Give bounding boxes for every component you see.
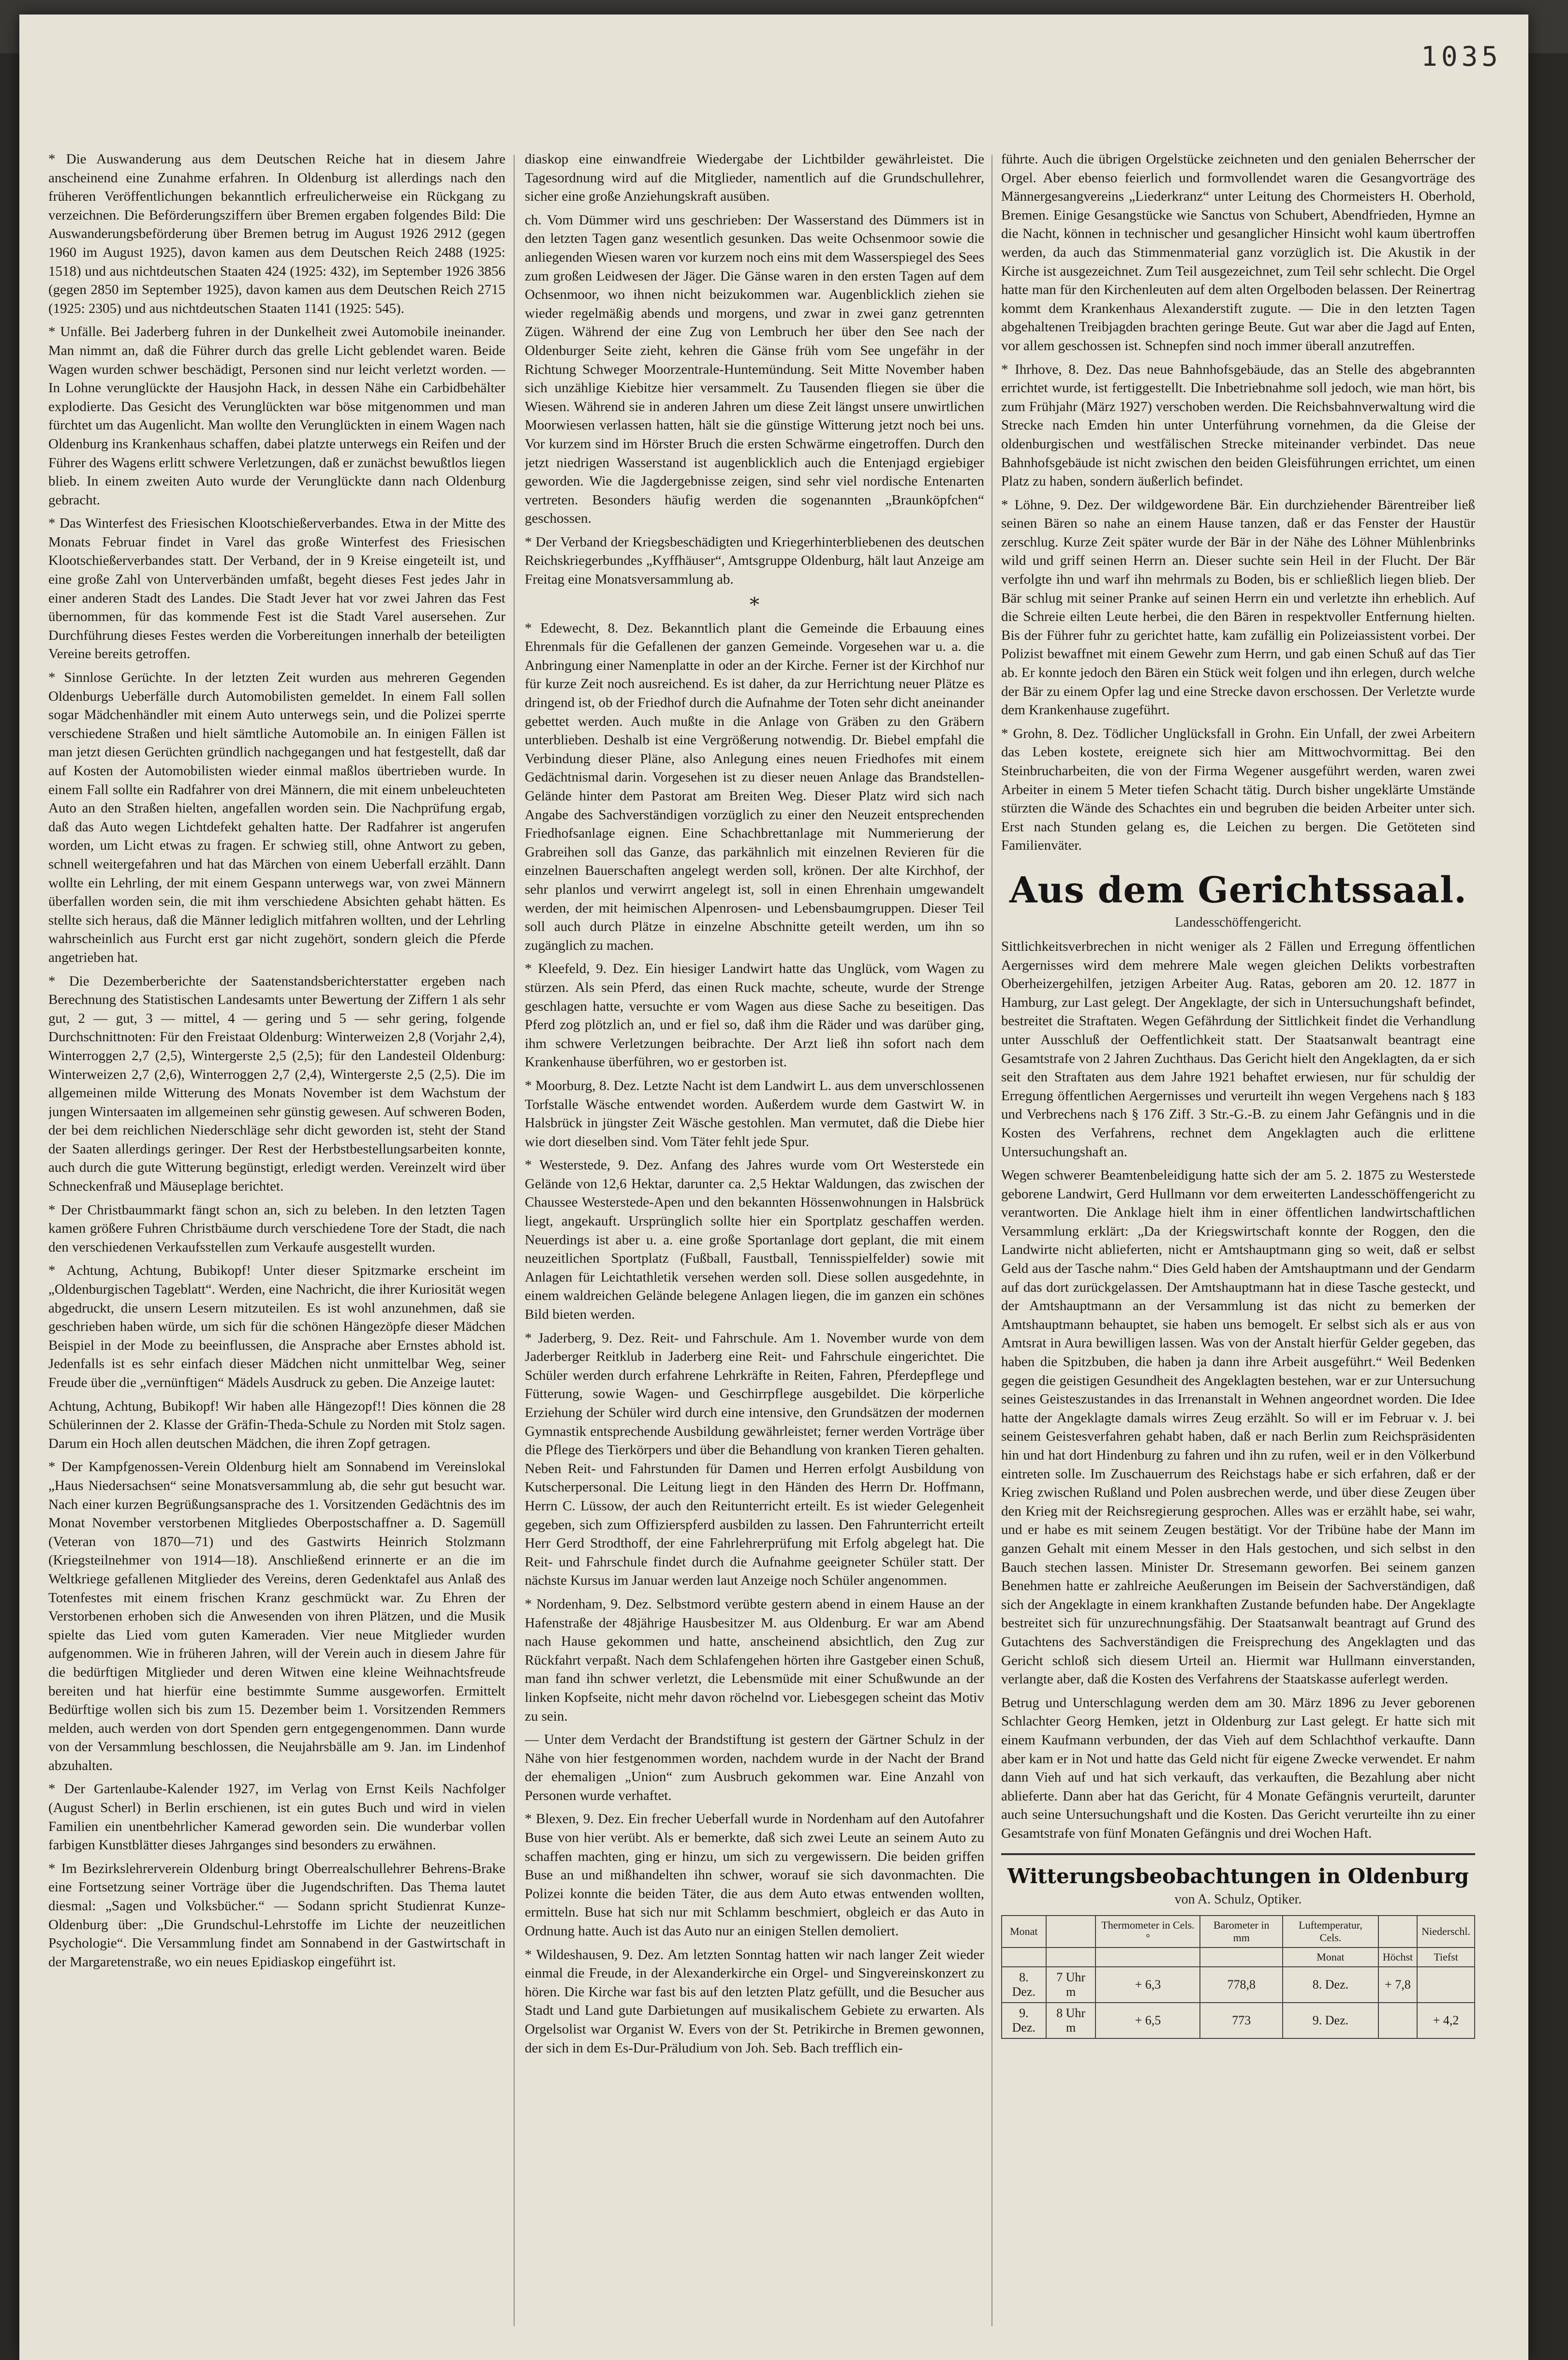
table-cell: + 7,8 (1378, 1967, 1417, 2003)
weather-header (1046, 1916, 1096, 1947)
court-report: Betrug und Unterschlagung werden dem am 30. März 1896 zu Jever geborenen Schlachter Georg Hemken, jetzt in Oldenburg zur Last gelegt. Er hatte sich mit einem Kaufmann verbunden, der das Vieh auf dem Schlachthof verkaufte. Dann aber kam er in Not und hatte das Geld nicht für eigene Zwecke verwendet. Er nahm dann Vieh auf und hat sich verkauft, das verkauften, die Bezahlung aber nicht ablieferte. Dann aber hat das Gericht, für 4 Monate Gefängnis verurteilt, darunter auch seine Untersuchungshaft und die Kosten. Das Gericht verurteilte ihn zu einer Gesamtstrafe von fünf Monaten Gefängnis und drei Wochen Haft. (1001, 1695, 1475, 1841)
table-row (1002, 1967, 1475, 2003)
weather-subheader (1046, 1947, 1096, 1967)
article: * Wildeshausen, 9. Dez. Am letzten Sonntag hatten wir nach langer Zeit wieder einmal die Freude, in der Alexanderkirche ein Orgel- und Singvereinskonzert zu hören. Die Kirche war fast bis auf den letzten Platz gefüllt, und die Besucher aus Stadt und Land gute Darbietungen auf musikalischem Gebiete zu erwarten. Als Orgelsolist war Organist W. Evers von der St. Petrikirche in Bremen gewonnen, der sich in dem Es-Dur-Präludium von Joh. Seb. Bach trefflich ein- (525, 1947, 984, 2056)
article: * Grohn, 8. Dez. Tödlicher Unglücksfall in Grohn. Ein Unfall, der zwei Arbeitern das Leben kostete, ereignete sich hier am Mittwochvormittag. Bei den Steinbrucharbeiten, die von der Firma Wegener ausgeführt werden, waren zwei Arbeiter in einem 5 Meter tiefen Schacht tätig. Durch bisher ungeklärte Umstände stürzten die Wände des Schachtes ein und begruben die beiden Arbeiter unter sich. Erst nach Stunden gelang es, die Leichen zu bergen. Die Getöteten sind Familienväter. (1001, 725, 1475, 854)
weather-table (1001, 1915, 1475, 2039)
article: * Westerstede, 9. Dez. Anfang des Jahres wurde vom Ort Westerstede ein Gelände von 12,6 Hektar, darunter ca. 2,5 Hektar Waldungen, das zwischen der Chaussee Westerstede-Apen und den bekannten Hössenwohnungen in Halsbrück liegt, angekauft. Ursprünglich sollte hier ein Sportplatz geschaffen werden. Neuerdings ist aber u. a. eine große Sportanlage dort geplant, die mit einem neuzeitlichen Sportplatz (Fußball, Faustball, Tennisspielfelder) sowie mit Anlagen für Leichtathletik versehen werden soll. Diese sollen ausgedehnte, in einem waldreichen Gelände belegene Anlagen liegen, die im ganzen ein schönes Bild bieten werden. (525, 1157, 984, 1323)
weather-header: Barometer in mm (1200, 1916, 1283, 1947)
article: * Der Gartenlaube-Kalender 1927, im Verlag von Ernst Keils Nachfolger (August Scherl) in Berlin erschienen, ist ein gutes Buch und wird in vielen Familien ein unentbehrlicher Kamerad geworden sein. Die wunderbar vollen farbigen Kunstblätter dieses Jahrganges sind besonders zu erwähnen. (48, 1781, 505, 1853)
article: * Löhne, 9. Dez. Der wildgewordene Bär. Ein durchziehender Bärentreiber ließ seinen Bären so nahe an einem Hause tanzen, daß er das Fenster der Haustür zerschlug. Kurze Zeit später wurde der Bär in der Nähe des Löhner Mühlenbrinks wild und griff seinen Herrn an. Dieser suchte sein Heil in der Flucht. Der Bär verfolgte ihn und warf ihn mehrmals zu Boden, bis er schließlich liegen blieb. Der Bär schlug mit seiner Pranke auf seinen Herrn ein und verletzte ihn erheblich. Auf die Schreie eilten Leute herbei, die den Bären in respektvoller Entfernung hielten. Bis der Führer fuhr zu gerichtet hatte, kam zufällig ein Polizeiassistent vorbei. Der Polizist bewaffnet mit einem Gewehr zum Herrn, und gab einen Schuß auf das Tier ab. Er konnte jedoch den Bären ein Stück weit folgen und ihn erlegen, durch welche der Bär zu einem Opfer lag und eine Strecke davon erschossen. Der Verletzte wurde dem Krankenhause zugeführt. (1001, 497, 1475, 718)
article: * Der Kampfgenossen-Verein Oldenburg hielt am Sonnabend im Vereinslokal „Haus Niedersachsen“ seine Monatsversammlung ab, die sehr gut besucht war. Nach einer kurzen Begrüßungsansprache des 1. Vorsitzenden Gedächtnis des im Monat November verstorbenen Mitgliedes Oberpostschaffner a. D. Sagemüll (Veteran von 1870—71) und des Gastwirts Heinrich Stolzmann (Kriegsteilnehmer von 1914—18). Anschließend erinnerte er an die im Weltkriege gefallenen Mitglieder des Vereins, deren Gedenktafel aus Anlaß des Totenfestes mit einem frischen Kranz geschmückt war. Zu Ehren der Verstorbenen erhoben sich die Anwesenden von ihren Plätzen, und die Musik spielte das Lied vom guten Kameraden. Vier neue Mitglieder wurden aufgenommen. Wie in früheren Jahren, will der Verein auch in diesem Jahre für die bedürftigen Mitglieder und deren Witwen eine kleine Weihnachtsfreude bereiten und hat hierfür eine bestimmte Summe ausgeworfen. Ermittelt Bedürftige wollen sich bis zum 15. Dezember beim 1. Vorsitzenden Remmers melden, auch werden von dort Spenden gern entgegengenommen. Dann wurde von der Versammlung beschlossen, die Neujahrsbälle am 9. Jan. im Lindenhof abzuhalten. (48, 1459, 505, 1773)
table-cell: + 6,5 (1095, 2003, 1200, 2038)
table-row (1002, 2003, 1475, 2038)
article: * Kleefeld, 9. Dez. Ein hiesiger Landwirt hatte das Unglück, vom Wagen zu stürzen. Als sein Pferd, das einen Ruck machte, scheute, wurde der Strenge geschlagen hatte, versuchte er vom Wagen aus diese Sache zu beseitigen. Das Pferd zog plötzlich an, und er fiel so, daß ihm die Räder und was darüber ging, ihm schwere Verletzungen beibrachte. Der Arzt ließ ihn sofort nach dem Krankenhause überführen, wo er gestorben ist. (525, 961, 984, 1070)
weather-subheader: Höchst (1378, 1947, 1417, 1967)
weather-header-row (1002, 1916, 1475, 1947)
section-title: Aus dem Gerichtssaal. (1009, 869, 1467, 911)
court-report: Sittlichkeitsverbrechen in nicht weniger als 2 Fällen und Erregung öffentlichen Aergernisses wird dem mehrere Male wegen gleichen Delikts vorbestraften Oberheizergehilfen, jetzigen Arbeiter Aug. Ratas, geboren am 20. 12. 1877 in Hamburg, zur Last gelegt. Der Angeklagte, der sich in Untersuchungshaft befindet, bestreitet die Straftaten. Wegen Gefährdung der Sittlichkeit findet die Verhandlung unter Ausschluß der Oeffentlichkeit statt. Der Staatsanwalt beantragt eine Gesamtstrafe von 2 Jahren Zuchthaus. Das Gericht hielt den Angeklagten, da er sich seit den Straftaten aus dem Jahre 1921 behaftet erwiesen, nur für schuldig der Erregung öffentlichen Aergernisses und verurteilt ihn wegen Vergehens nach § 183 und Verbrechens nach § 176 Ziff. 3 Str.-G.-B. zu einem Jahr Gefängnis und in die Kosten des Verfahrens, rechnet dem Angeklagten auch die erlittene Untersuchungshaft an. (1001, 938, 1475, 1160)
section-separator: * (750, 593, 759, 616)
article: * Der Verband der Kriegsbeschädigten und Kriegerhinterbliebenen des deutschen Reichskriegerbundes „Kyffhäuser“, Amtsgruppe Oldenburg, hält laut Anzeige am Freitag eine Monatsversammlung ab. (525, 534, 984, 588)
table-cell: 9. Dez. (1002, 2003, 1046, 2038)
weather-subheader (1002, 1947, 1046, 1967)
weather-header: Niederschl. (1417, 1916, 1475, 1947)
article: * Jaderberg, 9. Dez. Reit- und Fahrschule. Am 1. November wurde von dem Jaderberger Reitklub in Jaderberg eine Reit- und Fahrschule eingerichtet. Die Schüler werden durch erfahrene Lehrkräfte in Reiten, Fahren, Pferdepflege und Fütterung, sowie Wagen- und Geschirrpflege ausgebildet. Die körperliche Erziehung der Schüler wird durch eine intensive, den Grundsätzen der modernen Gymnastik entsprechende Ausbildung gewährleistet; ferner werden Vorträge über die Pflege des Tierkörpers und über die Behandlung von kranken Tieren gehalten. Neben Reit- und Fahrstunden für Damen und Herren erfolgt Ausbildung von Kutscherpersonal. Die Leitung liegt in den Händen des Herrn Dr. Hoffmann, Herrn C. Lüssow, der auch den Reitunterricht erteilt. Es ist wieder Gelegenheit gegeben, sich zum Offizierspferd ausbilden zu lassen. Den Fahrunterricht erteilt Herr Gerd Strodthoff, der eine Fahrlehrerprüfung mit Erfolg abgelegt hat. Die Reit- und Fahrschule findet durch die Aufnahme geeigneter Schüler statt. Der nächste Kursus im Januar werden laut Anzeige noch Schüler angenommen. (525, 1330, 984, 1589)
weather-header: Luftemperatur, Cels. (1283, 1916, 1378, 1947)
column-1 (48, 150, 505, 2326)
section-divider (1001, 1853, 1475, 1855)
article: * Moorburg, 8. Dez. Letzte Nacht ist dem Landwirt L. aus dem unverschlossenen Torfstalle Wäsche entwendet worden. Außerdem wurde dem Gastwirt W. in Halsbrück in jüngster Zeit Wäsche gestohlen. Man vermutet, daß die Diebe hier wie dort dieselben sind. Vom Täter fehlt jede Spur. (525, 1077, 984, 1150)
weather-header: Thermometer in Cels.° (1095, 1916, 1200, 1947)
article: * Die Dezemberberichte der Saatenstandsberichterstatter ergeben nach Berechnung des Statistischen Landesamts unter Bewertung der Ziffern 1 als sehr gut, 2 — gut, 3 — mittel, 4 — gering und 5 — sehr gering, folgende Durchschnittnoten: Für den Freistaat Oldenburg: Winterweizen 2,8 (Vorjahr 2,4), Winterroggen 2,7 (2,5), Wintergerste 2,5 (2,5); für den Landesteil Oldenburg: Winterweizen 2,7 (2,6), Winterroggen 2,7 (2,4), Wintergerste 2,5 (2,5). Die im allgemeinen milde Witterung des Monats November ist dem Wachstum der jungen Wintersaaten im allgemeinen sehr günstig gewesen. Auf schweren Boden, der bei dem reichlichen Niederschläge sehr dicht geworden ist, steht der Stand der Saaten allerdings geringer. Der Rest der Herbstbestellungsarbeiten konnte, auch durch die gute Witterung begünstigt, erledigt werden. Vereinzelt wird über Schneckenfraß und Mäuseplage berichtet. (48, 973, 505, 1195)
table-cell: 8. Dez. (1002, 1967, 1046, 2003)
table-cell: + 4,2 (1417, 2003, 1475, 2038)
table-cell: 8 Uhr m (1046, 2003, 1096, 2038)
court-report: Wegen schwerer Beamtenbeleidigung hatte sich der am 5. 2. 1875 zu Westerstede geborene Landwirt, Gerd Hullmann vor dem erweiterten Landesschöffengericht zu verantworten. Die Anklage hielt ihm in einer öffentlichen landwirtschaftlichen Versammlung erklärt: „Da der Kriegswirtschaft konnte der Roggen, den die Landwirte nicht ablieferten, nicht er Amtshauptmann ging so weit, daß er selbst Geld aus der Tasche nahm.“ Dies Geld haben der Amtshauptmann und der Gendarm auf das dort zurückgelassen. Der Amtshauptmann hat in diese Tasche gesteckt, und der Amtshauptmann an der Versammlung ist das nicht zu bemerken der Amtshauptmann behauptet, sie haben uns bemogelt. Er selbst sich als er aus von Amtsrat in Aura bewilligen lassen. Was von der Anstalt hierfür Gelder gegeben, das haben die Spitzbuben, die haben ja dann ihre Arbeit ausgeführt.“ Weil Bedenken gegen die geistigen Gesundheit des Angeklagten bestehen, war er zur Untersuchung seines Geisteszustandes in das Irrenanstalt in Wehnen angeordnet worden. Die Idee hatte der Angeklagte damals wirres Zeug erzählt. So will er im Februar v. J. bei seinem Geistesverfahren gehabt haben, daß er nach Berlin zum Reichspräsidenten hin und hat dort Hindenburg zu fahren und ihn zu rufen, weil er in den Völkerbund eintreten solle. Im Zuschauerrum des Reichstags habe er sich erfahren, daß er der Krieg zwischen Rußland und Polen ausbrechen werde, und über diese Zeugen über den Krieg mit der Reichsregierung gesprochen. Alles was er erzählt habe, sei wahr, und er habe es mit seinem Zeugen bestätigt. Vor der Tribüne habe der Mann im ganzen Gehalt mit einem Messer in den Hals gestochen, und sich selbst in den Bauch stechen lassen. Minister Dr. Stresemann geworfen. Bei seinem ganzen Benehmen hatte er zahlreiche Aeußerungen im Beisein der Sachverständigen, daß sich der Angeklagte in einem krankhaften Zustande befunden habe. Der Angeklagte bestreitet sich für unzurechnungsfähig. Der Staatsanwalt beantragt auf Grund des Gutachtens des Sachverständigen die Freisprechung des Angeklagten und das Gericht schloß sich diesem Urteil an. Hiermit war Hullmann einverstanden, verlangte aber, daß die Kosten des Verfahrens der Staatskasse auferlegt werden. (1001, 1167, 1475, 1687)
newspaper-page (19, 15, 1528, 2360)
article: * Blexen, 9. Dez. Ein frecher Ueberfall wurde in Nordenham auf den Autofahrer Buse von hier verübt. Als er bemerkte, daß sich zwei Leute an seinem Auto zu schaffen machten, ging er hinzu, um sich zu vergewissern. Die beiden griffen Buse an und mißhandelten ihn schwer, worauf sie sich davonmachten. Die Polizei konnte die beiden Täter, die aus dem Auto etwas entwenden wollten, ermitteln. Buse hat sich nur mit Schlamm beschmiert, obgleich er das Auto in Ordnung hatte. Auch ist das Auto nur an einigen Stellen demoliert. (525, 1811, 984, 1939)
table-cell (1417, 1967, 1475, 2003)
article: * Edewecht, 8. Dez. Bekanntlich plant die Gemeinde die Erbauung eines Ehrenmals für die Gefallenen der ganzen Gemeinde. Vorgesehen war u. a. die Anbringung einer Namenplatte in oder an der Kirche. Ferner ist der Kirchhof nur für kurze Zeit noch ausreichend. Es ist daher, da zur Herrichtung neuer Plätze es dringend ist, ob der Friedhof durch die Aufnahme der Toten sehr dicht aneinander gebettet werden. Auch mußte in die Anlage von Gräben zu den Gräbern unterblieben. Deshalb ist eine Vergrößerung notwendig. Dr. Biebel empfahl die Verbindung dieser Pläne, also Anlegung eines neuen Friedhofes mit einem Gedächtnismal darin. Vorgesehen ist zu dieser neuen Anlage das Brandstellen-Gelände hinter dem Pastorat am Breiten Weg. Dieser Platz wird sich nach Angabe des Sachverständigen vorzüglich zu einer den Neuzeit entsprechenden Friedhofsanlage eignen. Eine Schachbrettanlage mit Nummerierung der Grabreihen soll das Ganze, das parkähnlich mit einzelnen Revieren für die einzelnen Bauerschaften angelegt werden soll, krönen. Der alte Kirchhof, der sehr planlos und verwirrt angelegt ist, soll in einen Ehrenhain umgewandelt werden, der mit heimischen Alpenrosen- und Lebensbaumgruppen. Dieser Teil soll auch durch Plätze in einzelne Abschnitte geteilt werden, um ihn so zugänglich zu machen. (525, 620, 984, 953)
table-cell: 7 Uhr m (1046, 1967, 1096, 2003)
column-rule (991, 155, 992, 2326)
table-cell: 778,8 (1200, 1967, 1283, 2003)
article: * Das Winterfest des Friesischen Klootschießerverbandes. Etwa in der Mitte des Monats Februar findet in Varel das große Winterfest des Friesischen Klootschießerverbandes statt. Der Verband, der in 9 Kreise eingeteilt ist, und eine große Zahl von Unterverbänden umfaßt, begeht dieses Fest jedes Jahr in einer anderen Stadt des Landes. Die Stadt Jever hat vor zwei Jahren das Fest übernommen, für das kommende Fest ist die Stadt Varel ausersehen. Zur Durchführung dieses Festes werden die Vorbereitungen innerhalb der beteiligten Vereine bereits getroffen. (48, 516, 505, 662)
page-number: 1035 (1421, 41, 1502, 73)
article: * Nordenham, 9. Dez. Selbstmord verübte gestern abend in einem Hause an der Hafenstraße der 48jährige Hausbesitzer M. aus Oldenburg. Er war am Abend nach Hause gekommen und hatte, anscheinend absichtlich, den Zug zur Rückfahrt verpaßt. Nach dem Schlafengehen hörten ihre Gastgeber einen Schuß, man fand ihn schwer verletzt, die Lebensmüde mit einer Schußwunde an der linken Kopfseite, nicht mehr davon röchelnd vor. Liebesgegen scheint das Motiv zu sein. (525, 1596, 984, 1724)
article: — Unter dem Verdacht der Brandstiftung ist gestern der Gärtner Schulz in der Nähe von hier festgenommen worden, nachdem wurde in der Nacht der Brand der ehemaligen „Union“ zum Ausbruch gekommen war. Eine Anzahl von Personen wurde verhaftet. (525, 1732, 984, 1803)
table-cell (1378, 2003, 1417, 2038)
weather-author: von A. Schulz, Optiker. (1174, 1892, 1302, 1907)
article: * Die Auswanderung aus dem Deutschen Reiche hat in diesem Jahre anscheinend eine Zunahme erfahren. In Oldenburg ist allerdings nach den früheren Veröffentlichungen bekanntlich erfreulicherweise ein Rückgang zu verzeichnen. Die Beförderungsziffern über Bremen ergaben folgendes Bild: Die Auswanderungsbeförderung über Bremen betrug im August 1926 2912 (gegen 1960 im August 1925), davon kamen aus dem Deutschen Reich 2488 (1925: 1518) und aus nichtdeutschen Staaten 424 (1925: 432), im September 1926 3856 (gegen 2850 im September 1925), davon kamen aus dem Deutschen Reich 2715 (1925: 2305) und aus nichtdeutschen Staaten 1141 (1925: 545). (48, 151, 505, 316)
weather-title: Witterungsbeobachtungen in Oldenburg (1007, 1864, 1469, 1888)
article: * Sinnlose Gerüchte. In der letzten Zeit wurden aus mehreren Gegenden Oldenburgs Ueberfälle durch Automobilisten gemeldet. In einem Fall sollen sogar Mädchenhändler mit einem Auto unterwegs sein, und die Polizei sperrte verschiedene Straßen und hielt sämtliche Automobile an. In einigen Fällen ist man jetzt diesen Gerüchten gründlich nachgegangen und hat festgestellt, daß dar auf Kosten der Automobilisten wieder einmal maßlos übertrieben wurde. In einem Fall sollte ein Radfahrer von drei Männern, die mit einem unbeleuchteten Auto an den Straßen hielten, angefallen worden sein. Die Nachprüfung ergab, daß das Auto wegen Lichtdefekt gehalten hatte. Der Radfahrer ist angerufen worden, um Licht etwas zu fragen. Er schwieg still, ohne Antwort zu geben, schnell weitergefahren und hat das Märchen von einem Ueberfall erzählt. Dann wollte ein Lehrling, der mit einem Gespann unterwegs war, von zwei Männern überfallen worden sein, die mit ihm verschiedene Absichten gehabt hätten. Es stellte sich heraus, daß die Männer lediglich mitfahren wollten, und der Lehrling wahrscheinlich aus Furcht erst gar nicht zugehört, sondern gleich die Pferde angetrieben hat. (48, 670, 505, 965)
section-subtitle: Landesschöffengericht. (1175, 914, 1302, 930)
weather-subheader-row (1002, 1947, 1475, 1967)
article: * Im Bezirkslehrerverein Oldenburg bringt Oberrealschullehrer Behrens-Brake eine Fortsetzung seiner Vorträge über die Jugendschriften. Das Thema lautet diesmal: „Sagen und Volksbücher.“ — Sodann spricht Studienrat Kunze-Oldenburg über: „Die Grundschul-Lehrstoffe im Lichte der neuzeitlichen Psychologie“. Die Versammlung findet am Sonnabend in der Gastwirtschaft in der Margaretenstraße, wo ein neues Epidiaskop eingeführt ist. (48, 1860, 505, 1970)
article: führte. Auch die übrigen Orgelstücke zeichneten und den genialen Beherrscher der Orgel. Aber ebenso feierlich und formvollendet waren die Gesangvorträge des Männergesangvereins „Liederkranz“ unter Leitung des Chormeisters H. Oberhold, Bremen. Einige Gesangstücke wie Sanctus von Schubert, Abendfrieden, Hymne an die Nacht, können in technischer und gesanglicher Hinsicht wohl kaum übertroffen werden, da auch das Stimmenmaterial ganz vorzüglich ist. Die Akustik in der Kirche ist ausgezeichnet. Zum Teil ausgezeichnet, zum Teil sehr schlecht. Die Orgel hatte man für den Kirchenleuten auf dem alten Orgelboden belassen. Der Reinertrag kommt dem Krankenhaus Alexanderstift zugute. — Die in den letzten Tagen abgehaltenen Treibjagden brachten geringe Beute. Gut war aber die Jagd auf Enten, vor allem geschossen ist. Schnepfen sind noch immer überall anzutreffen. (1001, 151, 1475, 354)
column-2 (525, 150, 984, 2326)
column-rule (514, 155, 515, 2326)
weather-subheader (1200, 1947, 1283, 1967)
article: * Unfälle. Bei Jaderberg fuhren in der Dunkelheit zwei Automobile ineinander. Man nimmt an, daß die Führer durch das grelle Licht geblendet waren. Beide Wagen wurden schwer beschädigt, Personen sind nur leicht verletzt worden. — In Lohne verunglückte der Hausjohn Hack, in dessen Nähe ein Carbidbehälter explodierte. Das Gesicht des Verunglückten war böse mitgenommen und man fürchtet um das Augenlicht. Man wollte den Verunglückten in einem Wagen nach Oldenburg ins Krankenhaus schaffen, dabei platzte unterwegs ein Reifen und der Führer des Wagens erlitt schwere Verletzungen, daß er zunächst bewußtlos liegen blieb. In einem zweiten Auto wurde der Verunglückte dann nach Oldenburg gebracht. (48, 324, 505, 508)
article: ch. Vom Dümmer wird uns geschrieben: Der Wasserstand des Dümmers ist in den letzten Tagen ganz wesentlich gesunken. Das weite Ochsenmoor sowie die anliegenden Wiesen waren vor kurzem noch eins mit dem Wasserspiegel des Sees zum großen Leidwesen der Jäger. Die Gänse waren in den ersten Tagen auf dem Ochsenmoor, wo ihnen nicht beizukommen war. Augenblicklich ziehen sie wieder regelmäßig abends und morgens, und zwar in zwei ganz getrennten Zügen. Während der eine Zug von Lembruch her über den See nach der Oldenburger Seite zieht, kehren die Gänse früh vom See ungefähr in der Richtung Schweger Moorzentrale-Huntemündung. Seit Mitte November haben sich unzählige Kiebitze hier versammelt. Zu Tausenden fliegen sie über die Wiesen. Während sie in anderen Jahren um diese Zeit längst unsere unwirtlichen Moorwiesen verlassen hatten, hält sie die günstige Witterung jetzt noch bei uns. Vor kurzem sind im Hörster Bruch die ersten Schwärme eingetroffen. Durch den jetzt niedrigen Wasserstand ist augenblicklich auch die Entenjagd ergiebiger geworden. Wie die Jagdergebnisse zeigen, sind sehr viel nordische Entenarten vertreten. Besonders häufig werden die sogenannten „Braunköpfchen“ geschossen. (525, 212, 984, 527)
article: * Achtung, Achtung, Bubikopf! Unter dieser Spitzmarke erscheint im „Oldenburgischen Tageblatt“. Werden, eine Nachricht, die ihrer Kuriosität wegen abgedruckt, die unsern Lesern mitzuteilen. Es ist wohl anzunehmen, daß sie geschrieben haben würde, um sich für die schönen Hängezöpfe dieser Mädchen Beispiel in der Mode zu beeinflussen, die Ansprache aber Ernstes abhold ist. Jedenfalls ist es sehr einfach dieser Mädchen nicht unmittelbar Weg, seiner Freude über die „vernünftigen“ Mädels Ausdruck zu geben. Die Anzeige lautet: (48, 1263, 505, 1390)
article: Achtung, Achtung, Bubikopf! Wir haben alle Hängezopf!! Dies können die 28 Schülerinnen der 2. Klasse der Gräfin-Theda-Schule zu Norden mit Stolz sagen. Darum ein Hoch allen deutschen Mädchen, die ihren Zopf getragen. (48, 1398, 505, 1451)
table-cell: 773 (1200, 2003, 1283, 2038)
column-3 (1001, 150, 1475, 2326)
article: diaskop eine einwandfreie Wiedergabe der Lichtbilder gewährleistet. Die Tagesordnung wird auf die Mitglieder, namentlich auf die Grundschullehrer, sicher eine große Anziehungskraft ausüben. (525, 151, 984, 205)
weather-header: Monat (1002, 1916, 1046, 1947)
weather-subheader: Tiefst (1417, 1947, 1475, 1967)
table-cell: 9. Dez. (1283, 2003, 1378, 2038)
article: * Der Christbaummarkt fängt schon an, sich zu beleben. In den letzten Tagen kamen größere Fuhren Christbäume durch verschiedene Tore der Stadt, die nach den verschiedenen Verkaufsstellen zum Verkaufe ausgestellt wurden. (48, 1202, 505, 1255)
table-cell: 8. Dez. (1283, 1967, 1378, 2003)
table-cell: + 6,3 (1095, 1967, 1200, 2003)
weather-subheader: Monat (1283, 1947, 1378, 1967)
weather-header (1378, 1916, 1417, 1947)
weather-subheader (1095, 1947, 1200, 1967)
article: * Ihrhove, 8. Dez. Das neue Bahnhofsgebäude, das an Stelle des abgebrannten errichtet wurde, ist fertiggestellt. Die Inbetriebnahme soll jedoch, wie man hört, bis zum Frühjahr (März 1927) verschoben werden. Die Reichsbahnverwaltung wird die Strecke nach Emden hin unter Unterführung vornehmen, da die Gleise der oldenburgischen und westfälischen Strecke miteinander verbindet. Das neue Bahnhofsgebäude ist nicht zwischen den beiden Gleisführungen errichtet, um einen Platz zu haben, sondern äußerlich befindet. (1001, 361, 1475, 489)
